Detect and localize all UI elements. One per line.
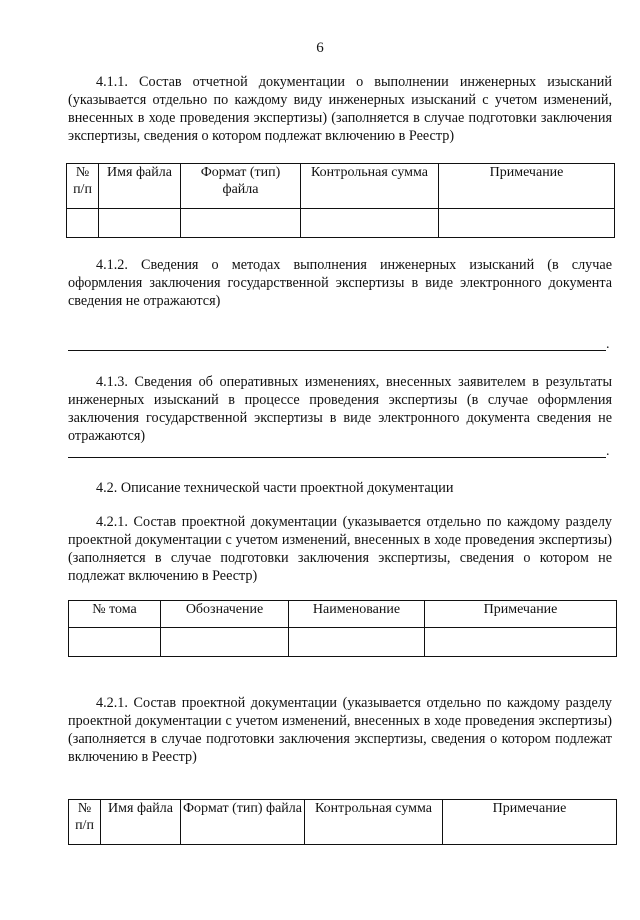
table-cell[interactable]	[181, 209, 301, 238]
section-4-2-heading: 4.2. Описание технической части проектной документации	[96, 480, 454, 496]
col-header-checksum: Контрольная сумма	[301, 164, 439, 209]
line-end-dot: .	[606, 444, 610, 459]
section-4-1-2-text: 4.1.2. Сведения о методах выполнения инженерных изысканий (в случае оформления заключения государственной экспертизы в виде электронного документа сведения не отражаются)	[68, 257, 612, 309]
col-header-number: № п/п	[67, 164, 99, 209]
col-header-name: Наименование	[289, 601, 425, 628]
col-header-note: Примечание	[443, 800, 617, 845]
table-header-row	[69, 800, 617, 845]
table-header-row	[67, 164, 615, 209]
col-header-designation: Обозначение	[161, 601, 289, 628]
col-header-checksum: Контрольная сумма	[305, 800, 443, 845]
table-cell[interactable]	[99, 209, 181, 238]
col-header-file-format: Формат (тип) файла	[181, 800, 305, 845]
col-header-volume: № тома	[69, 601, 161, 628]
col-header-number: № п/п	[69, 800, 101, 845]
reporting-docs-table	[66, 163, 615, 238]
table-row	[67, 209, 615, 238]
project-docs-table	[68, 600, 617, 657]
table-cell[interactable]	[289, 628, 425, 657]
table-cell[interactable]	[69, 628, 161, 657]
table-cell[interactable]	[439, 209, 615, 238]
line-end-dot: .	[606, 337, 610, 352]
table-cell[interactable]	[161, 628, 289, 657]
section-4-1-1-text: 4.1.1. Состав отчетной документации о выполнении инженерных изысканий (указывается отдельно по каждому виду инженерных изысканий с учетом изменений, внесенных в ходе проведения экспертизы) (заполняется в случае подготовки заключения экспертизы, сведения о котором подлежат включению в Реестр)	[68, 74, 612, 144]
section-4-1-3-text: 4.1.3. Сведения об оперативных изменениях, внесенных заявителем в результаты инженерных изысканий в процессе проведения экспертизы (в случае оформления заключения государственной экспертизы в виде электронного документа сведения не отражаются)	[68, 374, 612, 444]
col-header-file-format: Формат (тип) файла	[181, 164, 301, 209]
col-header-note: Примечание	[425, 601, 617, 628]
table-row	[69, 628, 617, 657]
fill-in-line[interactable]	[68, 350, 606, 351]
table-header-row	[69, 601, 617, 628]
col-header-file-name: Имя файла	[101, 800, 181, 845]
section-4-2-1-b-text: 4.2.1. Состав проектной документации (указывается отдельно по каждому разделу проектной документации с учетом изменений, внесенных в ходе проведения экспертизы) (заполняется в случае подготовки заключения экспертизы, сведения о котором подлежат включению в Реестр)	[68, 695, 612, 765]
table-cell[interactable]	[67, 209, 99, 238]
col-header-note: Примечание	[439, 164, 615, 209]
page-number: 6	[316, 40, 324, 56]
project-files-table	[68, 799, 617, 845]
table-cell[interactable]	[425, 628, 617, 657]
table-cell[interactable]	[301, 209, 439, 238]
section-4-2-1-a-text: 4.2.1. Состав проектной документации (указывается отдельно по каждому разделу проектной документации с учетом изменений, внесенных в ходе проведения экспертизы) (заполняется в случае подготовки заключения экспертизы, сведения о котором не подлежат включению в Реестр)	[68, 514, 612, 584]
col-header-file-name: Имя файла	[99, 164, 181, 209]
fill-in-line[interactable]	[68, 457, 606, 458]
